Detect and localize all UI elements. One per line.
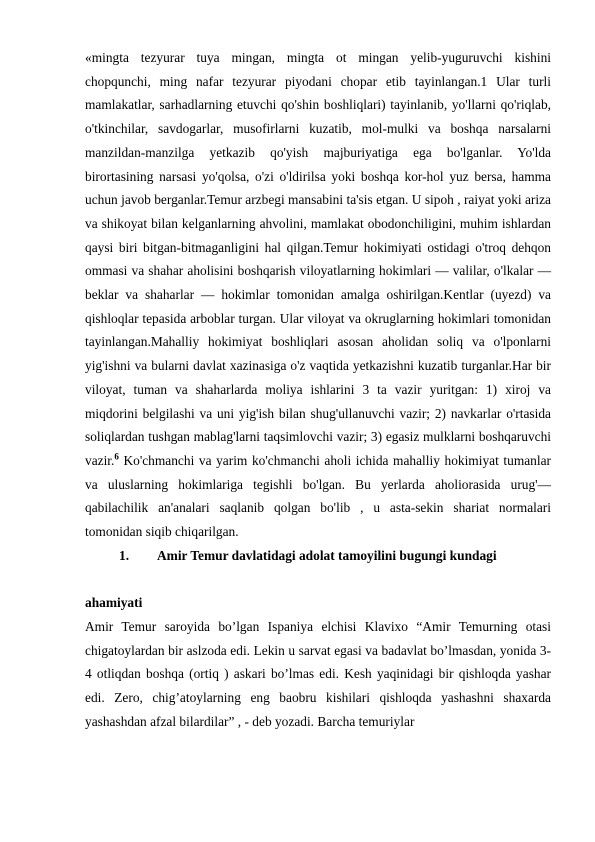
document-page	[85, 46, 551, 733]
paragraph-1-text: «mingta tezyurar tuya mingan, mingta ot mingan yelib-yuguruvchi kishini chopqunchi, ming nafar tezyurar piyodani chopar etib tayinlangan.1 Ular turli mamlakatlar, sarhadlarning etuvchi qo'shin boshliqlari) tayinlanib, yo'llarni qo'riqlab, o'tkinchilar, savdogarlar, musofirlarni kuzatib, mol-mulki va boshqa narsalarni manzildan-manzilga yetkazib qo'yish majburiyatiga ega bo'lganlar. Yo'lda birortasining narsasi yo'qolsa, o'zi o'ldirilsa yoki boshqa kor-hol yuz bersa, hamma uchun javob berganlar.Temur arzbegi mansabini ta'sis etgan. U sipoh , raiyat yoki ariza va shikoyat bilan kelganlarning ahvolini, mamlakat obodonchiligini, muhim ishlardan qaysi biri bitgan-bitmaganligini hal qilgan.Temur hokimiyati ostidagi o'troq dehqon ommasi va shahar aholisini boshqarish viloyatlarning hokimlari — valilar, o'lkalar — beklar va shaharlar — hokimlar tomonidan amalga oshirilgan.Kentlar (uyezd) va qishloqlar tepasida arboblar turgan. Ular viloyat va okruglarning hokimlari tomonidan tayinlangan.Mahalliy hokimiyat boshliqlari asosan aholidan soliq va o'lponlarni yig'ishni va bularni davlat xazinasiga o'z vaqtida yetkazishni kuzatib turganlar.Har bir viloyat, tuman va shaharlarda moliya ishlarini 3 ta vazir yuritgan: 1) xiroj va miqdorini belgilashi va uni yig'ish bilan shug'ullanuvchi vazir; 2) navkarlar o'rtasida soliqlardan tushgan mablag'larni taqsimlovchi vazir; 3) egasiz mulklarni boshqaruvchi vazir.	[85, 50, 551, 468]
section-title-line-1: Amir Temur davlatidagi adolat tamoyilini bugungi kundagi	[157, 547, 497, 563]
paragraph-1-continuation: Ko'chmanchi va yarim ko'chmanchi aholi ichida mahalliy hokimiyat tumanlar va uluslarning hokimlariga tegishli bo'lgan. Bu yerlarda aholiorasida urug'—qabilachilik an'analari saqlanib qolgan bo'lib , u asta-sekin shariat normalari tomonidan siqib chiqarilgan.	[85, 452, 551, 540]
body-paragraph-2: Amir Temur saroyida bo’lgan Ispaniya elchisi Klavixo “Amir Temurning otasi chigatoylardan bir aslzoda edi. Lekin u sarvat egasi va badavlat bo’lmasdan, yonida 3-4 otliqdan boshqa (ortiq ) askari bo’lmas edi. Kesh yaqinidagi bir qishloqda yashar edi. Zero, chig’atoylarning eng baobru kishilari qishloqda yashashni shaxarda yashashdan afzal bilardilar” , - deb yozadi. Barcha temuriylar	[85, 618, 551, 729]
section-title-line-2: ahamiyati	[85, 595, 143, 611]
body-paragraph-1	[85, 46, 551, 544]
heading-spacer	[85, 567, 551, 591]
section-heading	[85, 544, 551, 568]
footnote-marker[interactable]: 6	[114, 451, 119, 462]
section-number: 1.	[119, 547, 130, 563]
